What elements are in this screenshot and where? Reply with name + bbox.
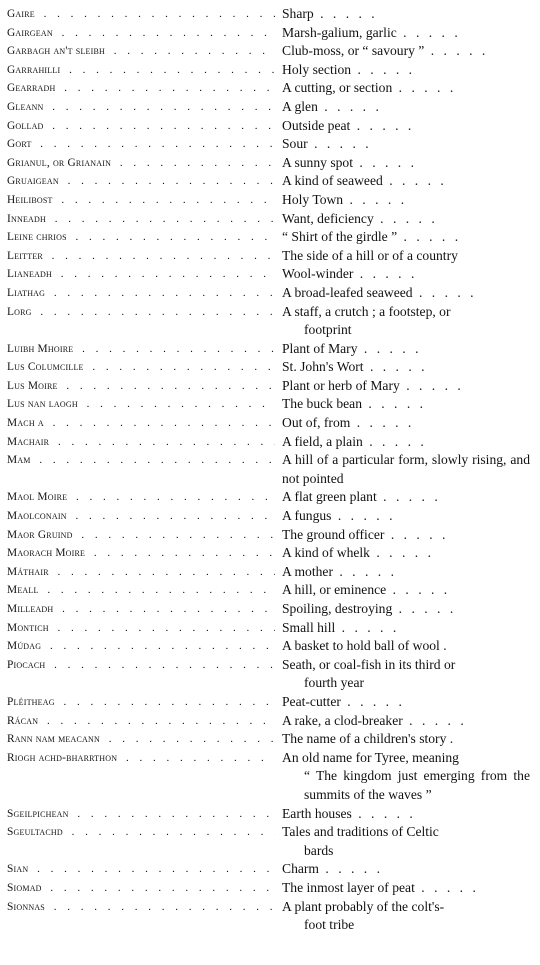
glossary-definition xyxy=(275,340,532,359)
glossary-entry xyxy=(7,284,532,303)
definition-text: Outside peat xyxy=(282,117,351,133)
glossary-entry xyxy=(7,860,532,879)
glossary-term xyxy=(7,656,275,675)
glossary-entry xyxy=(7,98,532,117)
glossary-entry xyxy=(7,619,532,638)
definition-continuation: foot tribe xyxy=(304,917,355,933)
glossary-definition xyxy=(275,693,532,712)
glossary-definition xyxy=(275,712,532,731)
glossary-definition xyxy=(275,61,532,80)
glossary-definition xyxy=(275,210,532,229)
glossary-entry xyxy=(7,600,532,619)
glossary-entry xyxy=(7,712,532,731)
glossary-term xyxy=(7,265,275,284)
glossary-entry xyxy=(7,24,532,43)
glossary-entry xyxy=(7,117,532,136)
definition-text: Plant or herb of Mary xyxy=(282,377,400,393)
glossary-term xyxy=(7,303,275,322)
definition-text: A cutting, or section xyxy=(282,80,393,96)
glossary-term xyxy=(7,488,275,507)
glossary-entry xyxy=(7,5,532,24)
glossary-term xyxy=(7,451,275,470)
glossary-term xyxy=(7,24,275,43)
glossary-definition xyxy=(275,191,532,210)
term-text: Lianeadh xyxy=(7,268,52,281)
glossary-term xyxy=(7,619,275,638)
definition-text: Want, deficiency xyxy=(282,210,374,226)
term-text: Leine chrios xyxy=(7,231,67,244)
glossary-definition xyxy=(275,265,532,284)
glossary-definition xyxy=(275,79,532,98)
term-text: Garrahilli xyxy=(7,63,61,76)
term-text: Sgeultachd xyxy=(7,826,63,839)
glossary-definition xyxy=(275,544,532,563)
definition-text: A kind of seaweed xyxy=(282,173,383,189)
definition-text: A rake, a clod-breaker xyxy=(282,712,403,728)
term-text: Piocach xyxy=(7,658,46,671)
term-text: Leitter xyxy=(7,249,43,262)
glossary-definition xyxy=(275,42,532,61)
term-text: Sian xyxy=(7,863,29,876)
glossary-definition xyxy=(275,619,532,638)
glossary-term xyxy=(7,526,275,545)
glossary-definition xyxy=(275,507,532,526)
glossary-term xyxy=(7,42,275,61)
definition-text: Marsh-galium, garlic xyxy=(282,24,397,40)
glossary-term xyxy=(7,395,275,414)
glossary-term xyxy=(7,79,275,98)
glossary-entry xyxy=(7,265,532,284)
glossary-definition xyxy=(275,303,532,340)
definition-text: The name of a children's story . xyxy=(282,731,454,747)
definition-text: Seath, or coal-fish in its third or xyxy=(282,656,456,672)
glossary-definition xyxy=(275,228,532,247)
glossary-definition xyxy=(275,451,532,488)
term-text: Heilibost xyxy=(7,193,53,206)
glossary-entry xyxy=(7,377,532,396)
definition-text: Charm xyxy=(282,861,319,877)
glossary-term xyxy=(7,563,275,582)
definition-text: The buck bean xyxy=(282,396,363,412)
definition-text: Tales and traditions of Celtic xyxy=(282,824,439,840)
glossary-term xyxy=(7,433,275,452)
term-text: Riogh achd-bharrthon xyxy=(7,751,118,764)
glossary-term xyxy=(7,637,275,656)
glossary-entry xyxy=(7,210,532,229)
glossary-term xyxy=(7,581,275,600)
glossary-term xyxy=(7,284,275,303)
glossary-entry xyxy=(7,581,532,600)
glossary-definition xyxy=(275,656,532,693)
glossary-definition xyxy=(275,488,532,507)
term-text: Mach a xyxy=(7,417,44,430)
glossary-entry xyxy=(7,191,532,210)
glossary-term xyxy=(7,507,275,526)
glossary-entry xyxy=(7,414,532,433)
glossary-term xyxy=(7,358,275,377)
glossary-definition xyxy=(275,154,532,173)
definition-text: The side of a hill or of a country xyxy=(282,247,458,263)
term-text: Lus Columcille xyxy=(7,361,84,374)
definition-continuation: footprint xyxy=(304,322,352,338)
glossary-term xyxy=(7,749,275,768)
term-text: Gaire xyxy=(7,8,35,20)
term-text: Maorach Moire xyxy=(7,547,86,560)
definition-text: A fungus xyxy=(282,508,332,524)
term-text: Máthair xyxy=(7,565,49,578)
term-text: Meall xyxy=(7,584,39,597)
definition-text: A hill, or eminence xyxy=(282,582,387,598)
glossary-term xyxy=(7,135,275,154)
glossary-term xyxy=(7,805,275,824)
definition-text: An old name for Tyree, meaning xyxy=(282,749,459,765)
term-text: Sionnas xyxy=(7,900,45,913)
glossary-entry xyxy=(7,42,532,61)
glossary-entry xyxy=(7,898,532,935)
glossary-definition xyxy=(275,414,532,433)
glossary-entry xyxy=(7,730,532,749)
glossary-definition xyxy=(275,898,532,935)
glossary-entry xyxy=(7,805,532,824)
glossary-definition xyxy=(275,433,532,452)
definition-text: A field, a plain xyxy=(282,433,363,449)
glossary-term xyxy=(7,693,275,712)
term-text: Gearradh xyxy=(7,82,56,95)
term-text: Gort xyxy=(7,138,32,151)
glossary-term xyxy=(7,712,275,731)
glossary-definition xyxy=(275,879,532,898)
definition-text: A plant probably of the colt's- xyxy=(282,898,445,914)
glossary-entry xyxy=(7,749,532,805)
glossary-term xyxy=(7,414,275,433)
term-text: Maol Moire xyxy=(7,491,68,504)
term-text: Gairgean xyxy=(7,26,53,39)
term-text: Gruaigean xyxy=(7,175,59,188)
glossary-entry xyxy=(7,247,532,266)
term-text: Milleadh xyxy=(7,603,54,615)
glossary-definition xyxy=(275,98,532,117)
term-text: Rácan xyxy=(7,714,39,727)
definition-text: A broad-leafed seaweed xyxy=(282,284,413,300)
glossary-entry xyxy=(7,693,532,712)
definition-text: Plant of Mary xyxy=(282,340,358,356)
glossary-definition xyxy=(275,730,532,749)
glossary-term xyxy=(7,61,275,80)
glossary-entry xyxy=(7,172,532,191)
term-text: Luibh Mhoire xyxy=(7,342,74,355)
glossary-definition xyxy=(275,117,532,136)
definition-text: A kind of whelk xyxy=(282,545,370,561)
glossary-term xyxy=(7,544,275,563)
glossary-entry xyxy=(7,488,532,507)
term-text: Rann nam meacann xyxy=(7,733,100,746)
term-text: Maolconain xyxy=(7,510,67,523)
glossary-definition xyxy=(275,377,532,396)
glossary-definition xyxy=(275,172,532,191)
glossary-entry xyxy=(7,526,532,545)
glossary-term xyxy=(7,191,275,210)
definition-text: Peat-cutter xyxy=(282,693,341,709)
glossary-term xyxy=(7,154,275,173)
glossary-term xyxy=(7,340,275,359)
glossary-term xyxy=(7,172,275,191)
glossary-entry xyxy=(7,637,532,656)
glossary-entry xyxy=(7,433,532,452)
definition-text: Spoiling, destroying xyxy=(282,601,393,616)
term-text: Inneadh xyxy=(7,212,46,225)
term-text: Gleann xyxy=(7,100,44,113)
definition-text: Earth houses xyxy=(282,805,352,821)
glossary-term xyxy=(7,98,275,117)
glossary-definition xyxy=(275,395,532,414)
term-text: Múdag xyxy=(7,640,42,653)
glossary-definition xyxy=(275,563,532,582)
glossary-definition xyxy=(275,600,532,619)
glossary-entry xyxy=(7,340,532,359)
definition-text: Club-moss, or “ savoury ” xyxy=(282,43,425,59)
glossary-definition xyxy=(275,358,532,377)
glossary-term xyxy=(7,860,275,879)
glossary-entry xyxy=(7,358,532,377)
glossary-definition xyxy=(275,5,532,24)
definition-text: The ground officer xyxy=(282,526,385,542)
glossary-term xyxy=(7,898,275,917)
term-text: Pléitheag xyxy=(7,695,55,708)
term-text: Gollad xyxy=(7,119,44,132)
term-text: Mam xyxy=(7,454,31,467)
glossary-entry xyxy=(7,823,532,860)
glossary-entry xyxy=(7,79,532,98)
glossary-term xyxy=(7,377,275,396)
glossary-definition xyxy=(275,637,532,656)
definition-text: “ Shirt of the girdle ” xyxy=(282,229,398,245)
glossary-term xyxy=(7,730,275,749)
definition-text: St. John's Wort xyxy=(282,359,364,375)
glossary-term xyxy=(7,600,275,619)
term-text: Siomad xyxy=(7,881,42,894)
definition-continuation: bards xyxy=(304,842,334,858)
glossary-entry xyxy=(7,451,532,488)
glossary-term xyxy=(7,5,275,24)
definition-continuation: “ The kingdom just emerging from the summits of the waves ” xyxy=(304,768,530,802)
glossary-entry xyxy=(7,154,532,173)
glossary-entry xyxy=(7,507,532,526)
definition-text: The inmost layer of peat xyxy=(282,879,415,895)
term-text: Sgeilpichean xyxy=(7,807,69,820)
glossary-entry xyxy=(7,395,532,414)
glossary-definition xyxy=(275,749,532,805)
definition-text: A staff, a crutch ; a footstep, or xyxy=(282,303,451,319)
term-text: Machair xyxy=(7,435,50,448)
definition-text: Out of, from xyxy=(282,415,351,431)
glossary-term xyxy=(7,823,275,842)
definition-text: A basket to hold ball of wool . xyxy=(282,638,447,654)
glossary-entry xyxy=(7,303,532,340)
term-text: Garbagh an't sleibh xyxy=(7,45,105,58)
glossary-definition xyxy=(275,805,532,824)
term-text: Maor Gruind xyxy=(7,528,73,541)
glossary-term xyxy=(7,117,275,136)
glossary-entry xyxy=(7,228,532,247)
definition-text: Small hill xyxy=(282,619,336,635)
term-text: Liathag xyxy=(7,286,46,299)
definition-text: A hill of a particular form, slowly rising, and not pointed xyxy=(282,452,530,486)
definition-text: Sharp xyxy=(282,6,314,21)
definition-text: Holy section xyxy=(282,61,352,77)
glossary-entry xyxy=(7,563,532,582)
definition-text: Holy Town xyxy=(282,191,344,207)
definition-text: Sour xyxy=(282,136,308,152)
term-text: Lus Moire xyxy=(7,379,58,392)
glossary-term xyxy=(7,210,275,229)
glossary-definition xyxy=(275,247,532,266)
definition-text: A glen xyxy=(282,98,318,114)
glossary-definition xyxy=(275,135,532,154)
definition-text: A mother xyxy=(282,563,333,579)
glossary-term xyxy=(7,228,275,247)
term-text: Lus nan laogh xyxy=(7,398,78,411)
glossary-definition xyxy=(275,284,532,303)
glossary-entry xyxy=(7,61,532,80)
glossary-definition xyxy=(275,581,532,600)
definition-text: A flat green plant xyxy=(282,489,377,505)
glossary-definition xyxy=(275,823,532,860)
term-text: Montich xyxy=(7,621,49,634)
glossary-entry xyxy=(7,544,532,563)
glossary-definition xyxy=(275,24,532,43)
term-text: Grianul, or Grianain xyxy=(7,156,112,169)
glossary-term xyxy=(7,247,275,266)
glossary-entry xyxy=(7,135,532,154)
definition-continuation: fourth year xyxy=(304,675,365,691)
term-text: Lorg xyxy=(7,305,32,318)
definition-text: Wool-winder xyxy=(282,266,354,282)
glossary-entry xyxy=(7,879,532,898)
glossary-definition xyxy=(275,526,532,545)
glossary-term xyxy=(7,879,275,898)
glossary-entry xyxy=(7,656,532,693)
definition-text: A sunny spot xyxy=(282,154,354,170)
glossary-definition xyxy=(275,860,532,879)
